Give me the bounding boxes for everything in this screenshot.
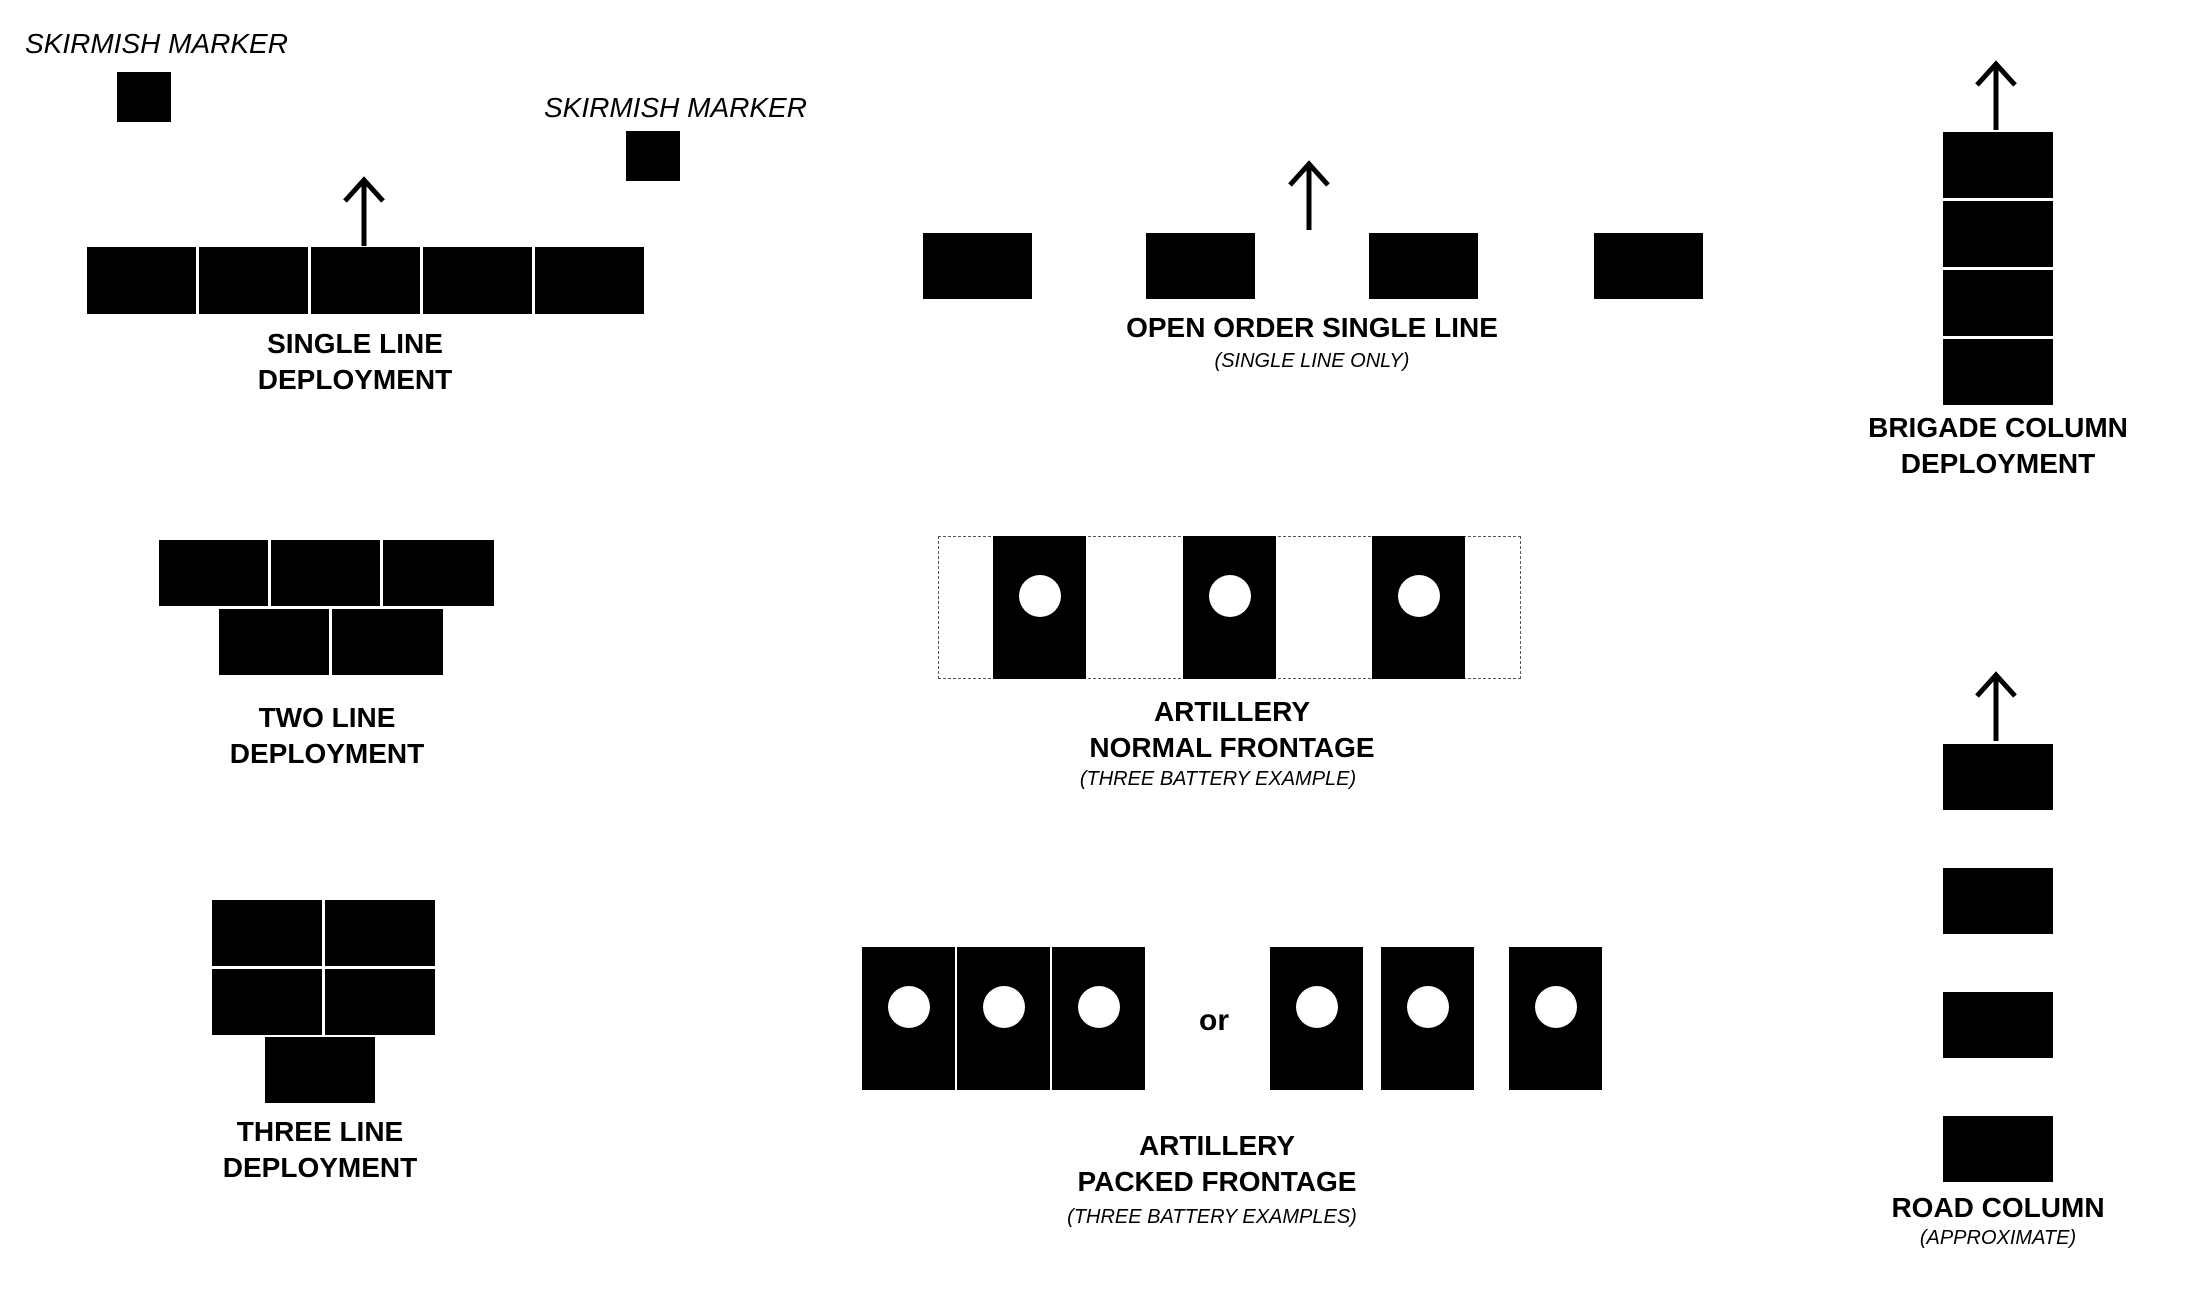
unit-block (311, 247, 420, 314)
battery-block (1372, 536, 1465, 679)
brigade-column-label (1848, 410, 2148, 482)
two-line-label (177, 700, 477, 772)
open-order-sublabel: (SINGLE LINE ONLY) (1214, 350, 1410, 372)
label-line: ARTILLERY (1153, 696, 1311, 727)
unit-block (1943, 270, 2053, 336)
road-column-label: ROAD COLUMN (1891, 1192, 2105, 1223)
unit-block (1943, 868, 2053, 934)
unit-block (159, 540, 268, 606)
unit-block (1943, 744, 2053, 810)
unit-block (1146, 233, 1255, 299)
label-line: DEPLOYMENT (222, 1152, 418, 1183)
battery-block (993, 536, 1086, 679)
white-circle-icon (1296, 986, 1338, 1028)
up-arrow-icon (1974, 671, 2018, 741)
label-line: DEPLOYMENT (1900, 448, 2096, 479)
battery-block (1270, 947, 1363, 1090)
unit-block (325, 900, 435, 966)
white-circle-icon (983, 986, 1025, 1028)
battery-block (862, 947, 955, 1090)
artillery-packed-label (1017, 1128, 1417, 1200)
label-line: THREE LINE (236, 1116, 404, 1147)
unit-block (212, 900, 322, 966)
single-line-label (205, 326, 505, 398)
skirmish-marker-label-right: SKIRMISH MARKER (544, 92, 807, 123)
up-arrow-icon (1974, 60, 2018, 130)
unit-block (325, 969, 435, 1035)
skirmish-marker-right (626, 131, 680, 181)
unit-block (423, 247, 532, 314)
label-line: ARTILLERY (1138, 1130, 1296, 1161)
unit-block (87, 247, 196, 314)
unit-block (219, 609, 329, 675)
road-column-sublabel: (APPROXIMATE) (1919, 1227, 2077, 1249)
unit-block (535, 247, 644, 314)
or-label: or (1199, 1004, 1229, 1037)
label-line: TWO LINE (258, 702, 396, 733)
skirmish-marker-label-left: SKIRMISH MARKER (25, 28, 288, 59)
unit-block (332, 609, 443, 675)
unit-block (1943, 992, 2053, 1058)
label-line: SINGLE LINE (267, 328, 443, 359)
unit-block (1943, 132, 2053, 198)
unit-block (212, 969, 322, 1035)
artillery-normal-sublabel: (THREE BATTERY EXAMPLE) (1079, 768, 1357, 790)
white-circle-icon (1407, 986, 1449, 1028)
white-circle-icon (1535, 986, 1577, 1028)
up-arrow-icon (1287, 160, 1331, 230)
unit-block (1369, 233, 1478, 299)
battery-block (1052, 947, 1145, 1090)
single-line-formation (87, 247, 644, 314)
unit-block (265, 1037, 375, 1103)
unit-block (1943, 339, 2053, 405)
label-line: DEPLOYMENT (257, 364, 453, 395)
label-line: BRIGADE COLUMN (1868, 412, 2128, 443)
unit-block (1594, 233, 1703, 299)
artillery-packed-sublabel: (THREE BATTERY EXAMPLES) (1067, 1206, 1357, 1228)
label-line: PACKED FRONTAGE (1077, 1166, 1357, 1197)
unit-block (1943, 1116, 2053, 1182)
unit-block (923, 233, 1032, 299)
white-circle-icon (1019, 575, 1061, 617)
white-circle-icon (1078, 986, 1120, 1028)
three-line-label (170, 1114, 470, 1186)
unit-block (199, 247, 308, 314)
white-circle-icon (1398, 575, 1440, 617)
unit-block (271, 540, 380, 606)
label-line: NORMAL FRONTAGE (1089, 732, 1375, 763)
artillery-normal-label (1032, 694, 1432, 766)
battery-block (1183, 536, 1276, 679)
unit-block (383, 540, 494, 606)
label-line: DEPLOYMENT (229, 738, 425, 769)
unit-block (1943, 201, 2053, 267)
skirmish-marker-left (117, 72, 171, 122)
open-order-label: OPEN ORDER SINGLE LINE (1126, 312, 1498, 343)
up-arrow-icon (342, 176, 386, 246)
white-circle-icon (888, 986, 930, 1028)
white-circle-icon (1209, 575, 1251, 617)
battery-block (1381, 947, 1474, 1090)
battery-block (957, 947, 1050, 1090)
battery-block (1509, 947, 1602, 1090)
